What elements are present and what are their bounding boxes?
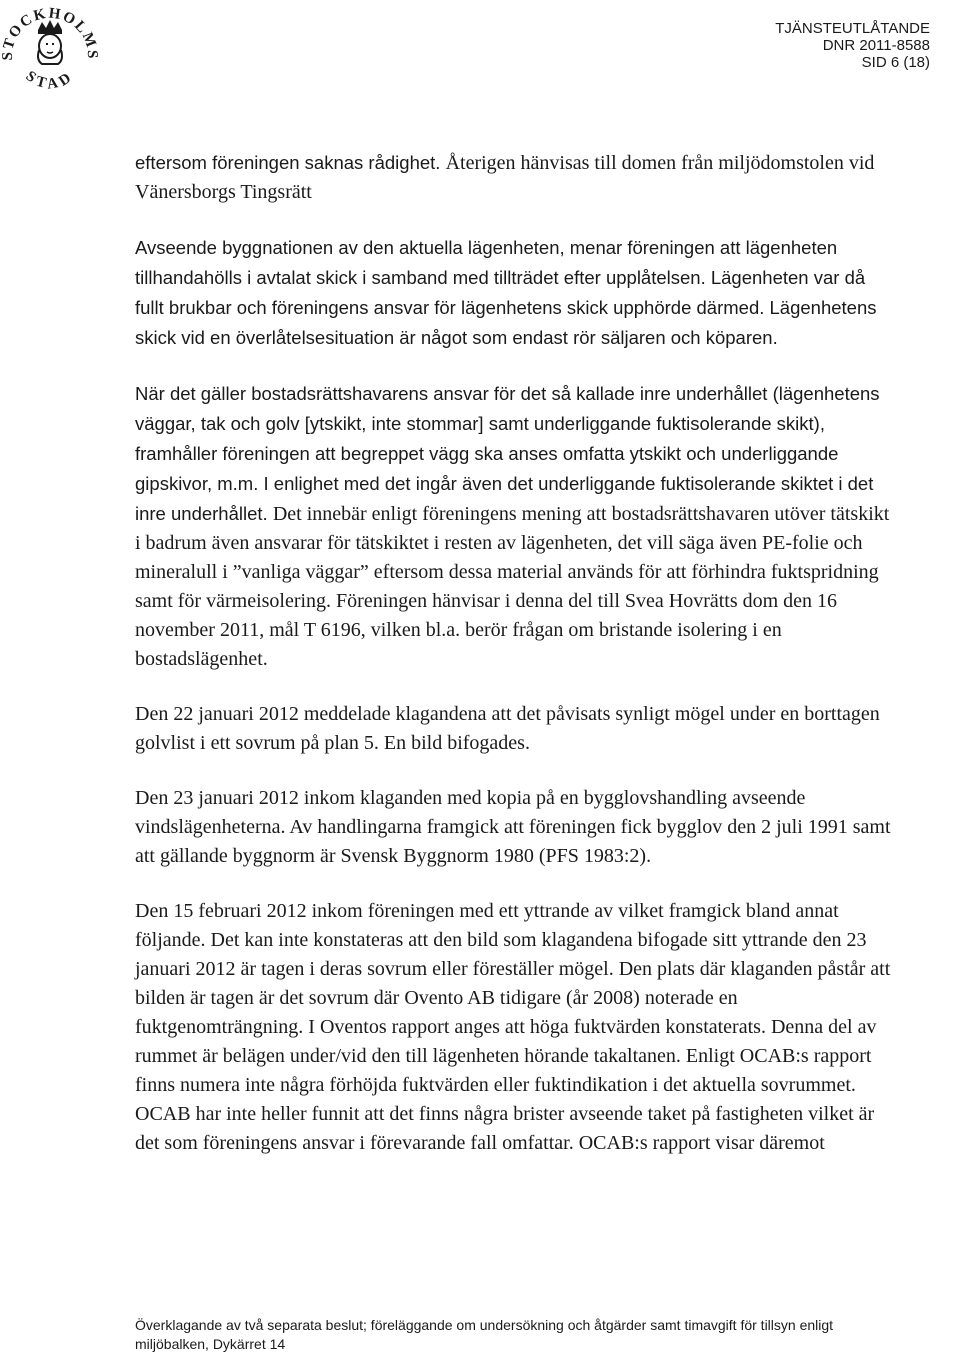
paragraph xyxy=(135,897,895,1158)
stockholm-stad-logo xyxy=(0,0,100,100)
crest-head-icon xyxy=(38,20,62,64)
paragraph-text: Den 15 februari 2012 inkom föreningen med ett yttrande av vilket framgick bland annat följande. Det kan inte konstateras att den bild som klagandena bifogade sitt yttrande den 23 januari 2012 är tagen i deras sovrum eller föreställer mögel. Den plats där klaganden påstår att bilden är tagen är det sovrum där Ovento AB tidigare (år 2008) noterade en fuktgenomträngning. I Oventos rapport anges att höga fuktvärden konstaterats. Denna del av rummet är belägen under/vid den till lägenheten hörande takaltanen. Enligt OCAB:s rapport finns numera inte några förhöjda fuktvärden eller fuktindikation i det aktuella sovrummet. OCAB har inte heller funnit att det finns några brister avseende taket på fastigheten vilket är det som föreningens ansvar i förevarande fall omfattar. OCAB:s rapport visar däremot xyxy=(135,900,891,1154)
paragraph xyxy=(135,148,895,207)
document-header xyxy=(775,20,930,71)
stockholm-crest-icon xyxy=(0,0,100,100)
paragraph-text: Den 22 januari 2012 meddelade klagandena att det påvisats synligt mögel under en borttagen golvlist i ett sovrum på plan 5. En bild bifogades. xyxy=(135,703,880,754)
paragraph-text: Den 23 januari 2012 inkom klaganden med kopia på en bygglovshandling avseende vindslägenheterna. Av handlingarna framgick att föreningen fick bygglov den 2 juli 1991 samt att gällande byggnorm är Svensk Byggnorm 1980 (PFS 1983:2). xyxy=(135,787,891,867)
paragraph-text: Återigen hänvisas till domen från miljödomstolen vid Vänersborgs Tingsrätt xyxy=(135,152,875,203)
page-number: SID 6 (18) xyxy=(861,54,930,71)
document-body xyxy=(135,148,895,1158)
footer-line: Överklagande av två separata beslut; föreläggande om undersökning och åtgärder samt timavgift för tillsyn enligt xyxy=(135,1317,834,1333)
paragraph xyxy=(135,700,895,758)
paragraph-text: Avseende byggnationen av den aktuella lägenheten, menar föreningen att lägenheten tillhandahölls i avtalat skick i samband med tillträdet efter upplåtelsen. Lägenheten var då fullt brukbar och föreningens ansvar för lägenhetens skick upphörde därmed. Lägenhetens skick vid en överlåtelsesituation är något som endast rör säljaren och köparen. xyxy=(135,237,877,348)
logo-bottom-text: STAD xyxy=(22,68,78,93)
logo-top-text: STOCKHOLMS xyxy=(0,5,100,61)
paragraph-text: eftersom föreningen saknas rådighet. xyxy=(135,152,446,173)
svg-text:STAD xyxy=(23,68,78,93)
paragraph xyxy=(135,233,895,353)
paragraph xyxy=(135,379,895,674)
paragraph xyxy=(135,784,895,871)
document-number: DNR 2011-8588 xyxy=(822,37,930,54)
footer-line: miljöbalken, Dykärret 14 xyxy=(135,1336,286,1352)
document-footer xyxy=(135,1316,895,1354)
paragraph-text: När det gäller bostadsrättshavarens ansvar för det så kallade inre underhållet (lägenhetens väggar, tak och golv [ytskikt, inte stommar] samt underliggande fuktisolerande skikt), framhåller föreningen att begreppet vägg ska anses omfatta ytskikt och underliggande gipskivor, m.m. I enlighet med det ingår även det underliggande fuktisolerande skiktet i det inre underhållet. xyxy=(135,383,880,524)
document-type: TJÄNSTEUTLÅTANDE xyxy=(775,20,930,37)
paragraph-text: Det innebär enligt föreningens mening att bostadsrättshavaren utöver tätskikt i badrum även ansvarar för tätskiktet i resten av lägenheten, det vill säga även PE-folie och mineralull i ”vanliga väggar” eftersom dessa material används för att förhindra fuktspridning samt för värmeisolering. Föreningen hänvisar i denna del till Svea Hovrätts dom den 16 november 2011, mål T 6196, vilken bl.a. berör frågan om bristande isolering i en bostadslägenhet. xyxy=(135,503,890,670)
